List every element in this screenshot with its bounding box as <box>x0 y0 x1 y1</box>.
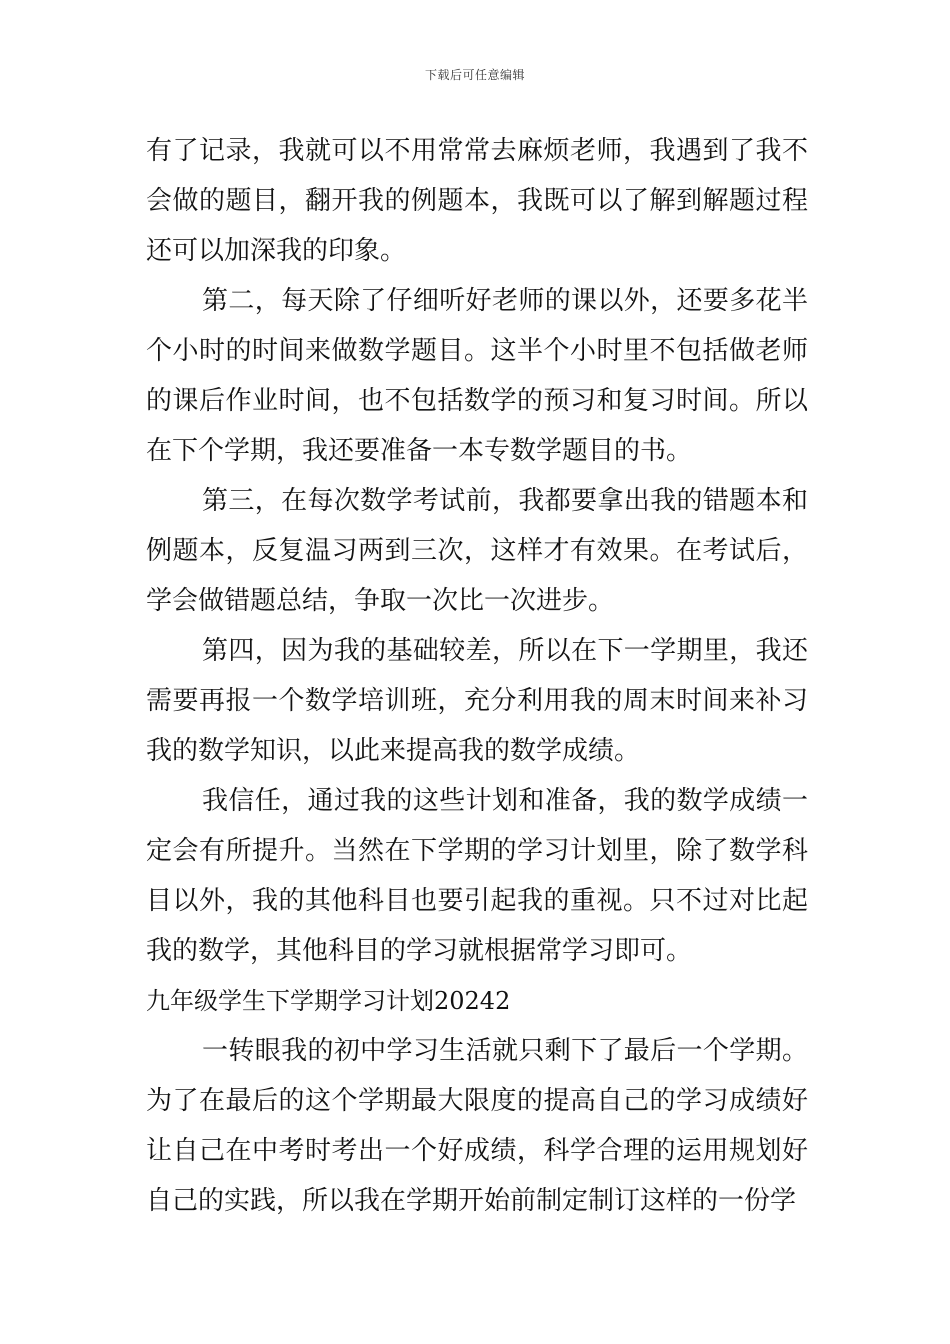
paragraph-section-intro: 一转眼我的初中学习生活就只剩下了最后一个学期。为了在最后的这个学期最大限度的提高自己的学习成绩好让自己在中考时考出一个好成绩，科学合理的运用规划好自己的实践，所以我在学期开始前制定制订这样的一份学 <box>146 1036 808 1216</box>
page-header-note: 下载后可任意编辑 <box>424 68 525 82</box>
document-body <box>146 126 808 1226</box>
section-title: 九年级学生下学期学习计划20242 <box>146 987 511 1015</box>
paragraph-continuation: 有了记录，我就可以不用常常去麻烦老师，我遇到了我不会做的题目，翻开我的例题本，我既可以了解到解题过程还可以加深我的印象。 <box>146 136 808 266</box>
paragraph-conclusion: 我信任，通过我的这些计划和准备，我的数学成绩一定会有所提升。当然在下学期的学习计划里，除了数学科目以外，我的其他科目也要引起我的重视。只不过对比起我的数学，其他科目的学习就根据常学习即可。 <box>146 786 808 966</box>
paragraph-second: 第二，每天除了仔细听好老师的课以外，还要多花半个小时的时间来做数学题目。这半个小时里不包括做老师的课后作业时间，也不包括数学的预习和复习时间。所以在下个学期，我还要准备一本专数学题目的书。 <box>146 286 808 466</box>
paragraph-third: 第三，在每次数学考试前，我都要拿出我的错题本和例题本，反复温习两到三次，这样才有效果。在考试后，学会做错题总结，争取一次比一次进步。 <box>146 486 808 616</box>
paragraph-fourth: 第四，因为我的基础较差，所以在下一学期里，我还需要再报一个数学培训班，充分利用我的周末时间来补习我的数学知识，以此来提高我的数学成绩。 <box>146 636 808 766</box>
